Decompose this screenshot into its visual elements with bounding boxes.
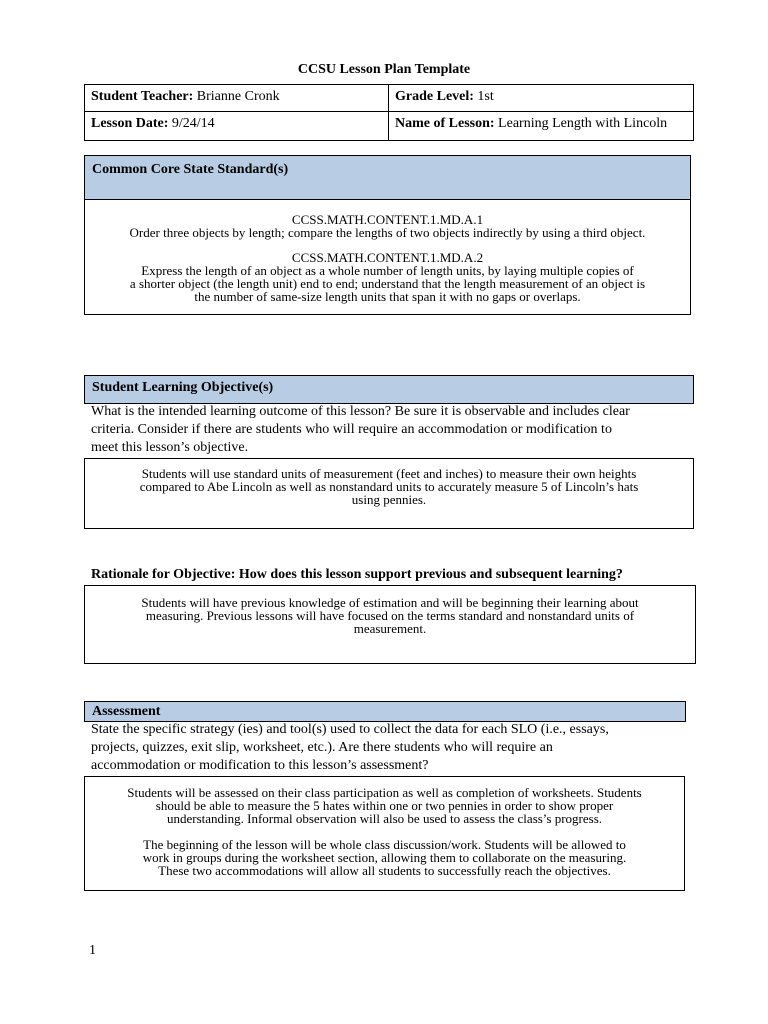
objectives-answer-box bbox=[84, 458, 694, 529]
assessment-prompt-line-3: accommodation or modification to this lesson’s assessment? bbox=[91, 758, 429, 773]
assessment-answer-box bbox=[84, 776, 685, 891]
page-number: 1 bbox=[89, 943, 96, 958]
rationale-answer-line-2: measuring. Previous lessons will have focused on the terms standard and nonstandard units of bbox=[145, 608, 635, 623]
grade-level-value: 1st bbox=[477, 89, 494, 104]
assessment-p2-line-3: These two accommodations will allow all students to successfully reach the objectives. bbox=[158, 863, 611, 878]
objectives-prompt-line-1: What is the intended learning outcome of this lesson? Be sure it is observable and includes clear bbox=[91, 404, 630, 419]
lesson-name-cell bbox=[388, 111, 694, 141]
grade-level-cell bbox=[388, 84, 694, 112]
assessment-p2-line-1: The beginning of the lesson will be whole class discussion/work. Students will be allowed to bbox=[143, 837, 626, 852]
rationale-answer-box bbox=[84, 585, 696, 664]
assessment-p1-line-2: should be able to measure the 5 hates within one or two pennies in order to show proper bbox=[155, 798, 614, 813]
page-title: CCSU Lesson Plan Template bbox=[297, 62, 471, 77]
standard-1-code: CCSS.MATH.CONTENT.1.MD.A.1 bbox=[291, 212, 484, 227]
standard-2-line-2: a shorter object (the length unit) end to end; understand that the length measurement of an object is bbox=[129, 276, 646, 291]
student-teacher-label: Student Teacher: bbox=[91, 89, 194, 104]
objectives-heading: Student Learning Objective(s) bbox=[84, 375, 694, 404]
standard-2-line-3: the number of same-size length units that span it with no gaps or overlaps. bbox=[194, 289, 581, 304]
objectives-prompt-line-3: meet this lesson’s objective. bbox=[91, 440, 249, 455]
rationale-answer-line-3: measurement. bbox=[353, 621, 427, 636]
assessment-heading: Assessment bbox=[84, 701, 686, 722]
standards-box bbox=[84, 199, 691, 315]
rationale-answer-line-1: Students will have previous knowledge of estimation and will be beginning their learning about bbox=[141, 595, 639, 610]
objectives-prompt bbox=[91, 403, 701, 457]
lesson-name-label: Name of Lesson: bbox=[395, 116, 495, 131]
lesson-date-label: Lesson Date: bbox=[91, 116, 169, 131]
lesson-date-cell bbox=[84, 111, 389, 141]
lesson-date-value: 9/24/14 bbox=[171, 116, 215, 131]
grade-level-label: Grade Level: bbox=[395, 89, 474, 104]
assessment-prompt-line-1: State the specific strategy (ies) and tool(s) used to collect the data for each SLO (i.e., essays, bbox=[91, 722, 609, 737]
objectives-answer-line-1: Students will use standard units of measurement (feet and inches) to measure their own heights bbox=[141, 466, 637, 481]
standard-2-line-1: Express the length of an object as a whole number of length units, by laying multiple copies of bbox=[141, 263, 634, 278]
assessment-prompt bbox=[91, 721, 701, 775]
rationale-heading: Rationale for Objective: How does this lesson support previous and subsequent learning? bbox=[91, 567, 623, 582]
objectives-answer-line-2: compared to Abe Lincoln as well as nonstandard units to accurately measure 5 of Lincoln’s hats bbox=[139, 479, 639, 494]
standard-2-code: CCSS.MATH.CONTENT.1.MD.A.2 bbox=[291, 250, 484, 265]
standard-1-text: Order three objects by length; compare the lengths of two objects indirectly by using a third object. bbox=[129, 225, 646, 240]
standards-heading: Common Core State Standard(s) bbox=[84, 155, 691, 200]
objectives-answer-line-3: using pennies. bbox=[351, 492, 427, 507]
student-teacher-value: Brianne Cronk bbox=[196, 89, 280, 104]
objectives-prompt-line-2: criteria. Consider if there are students who will require an accommodation or modification to bbox=[91, 422, 612, 437]
lesson-name-value: Learning Length with Lincoln bbox=[498, 116, 668, 131]
assessment-p1-line-3: understanding. Informal observation will also be used to assess the class’s progress. bbox=[166, 811, 603, 826]
assessment-prompt-line-2: projects, quizzes, exit slip, worksheet, etc.). Are there students who will require an bbox=[91, 740, 553, 755]
assessment-p2-line-2: work in groups during the worksheet section, allowing them to collaborate on the measuring. bbox=[142, 850, 627, 865]
assessment-p1-line-1: Students will be assessed on their class participation as well as completion of worksheets. Students bbox=[127, 785, 642, 800]
student-teacher-cell bbox=[84, 84, 389, 112]
